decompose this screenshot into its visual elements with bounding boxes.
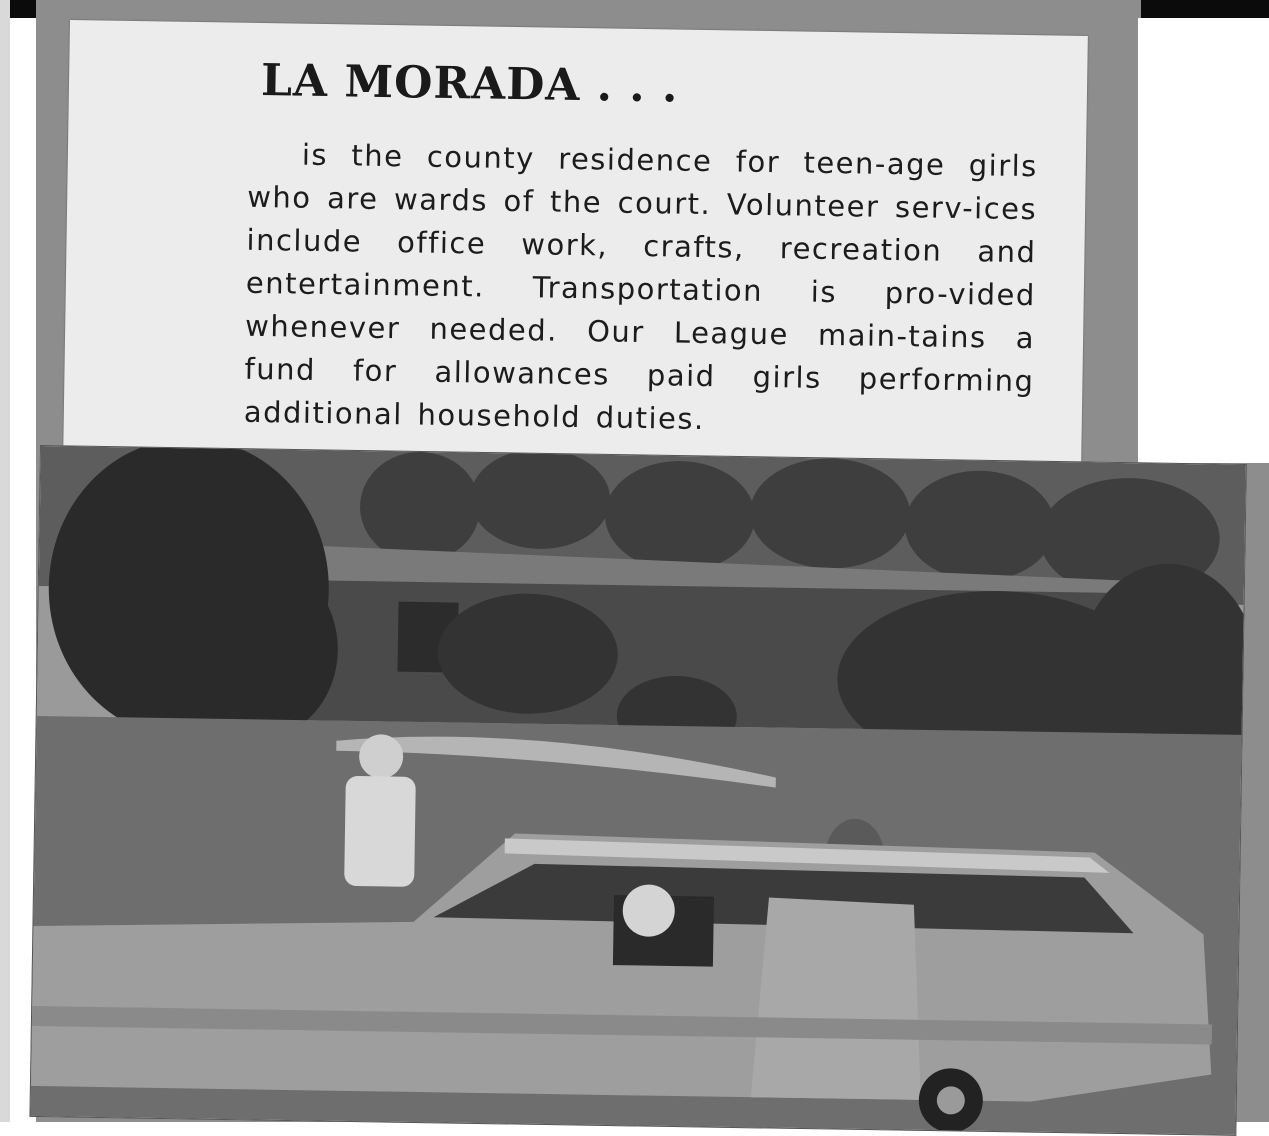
blank-margin — [1138, 18, 1269, 463]
article-photo — [29, 445, 1246, 1136]
left-edge — [0, 0, 10, 1122]
article-clipping — [63, 20, 1088, 501]
article-headline: LA MORADA . . . — [260, 55, 679, 113]
photo-residence-with-station-wagon — [30, 446, 1245, 1135]
article-body: is the county residence for teen-age girls who are wards of the court. Volunteer serv-ices include office work, crafts, recreation and entertainment. Transportation is pro-vided whenever needed. Our League main-tains a fund for allowances paid girls performing additional household duties. — [243, 137, 1039, 437]
open-car-door — [751, 897, 924, 1100]
